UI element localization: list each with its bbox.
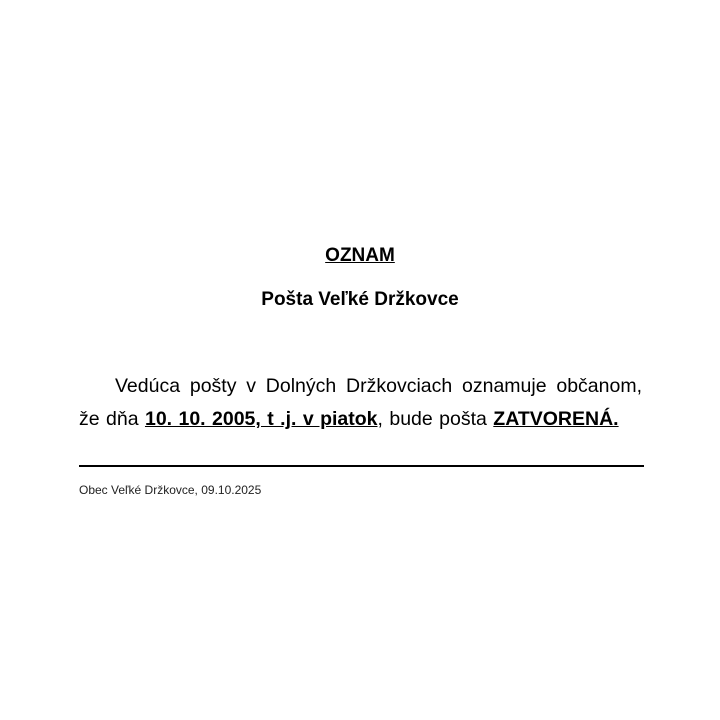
closed-status-highlight: ZATVORENÁ. (493, 408, 619, 430)
body-text-part2: , bude pošta (377, 408, 494, 430)
divider-line (79, 465, 644, 467)
body-text-part1: Vedúca pošty v Dolných Držkovciach oznamuje občanom, že dňa (79, 375, 642, 430)
notice-subtitle: Pošta Veľké Držkovce (261, 289, 459, 310)
notice-title: OZNAM (325, 245, 395, 266)
notice-body (79, 370, 642, 436)
date-highlight: 10. 10. 2005, t .j. v piatok (144, 408, 378, 430)
footer-signature: Obec Veľké Držkovce, 09.10.2025 (79, 483, 262, 497)
